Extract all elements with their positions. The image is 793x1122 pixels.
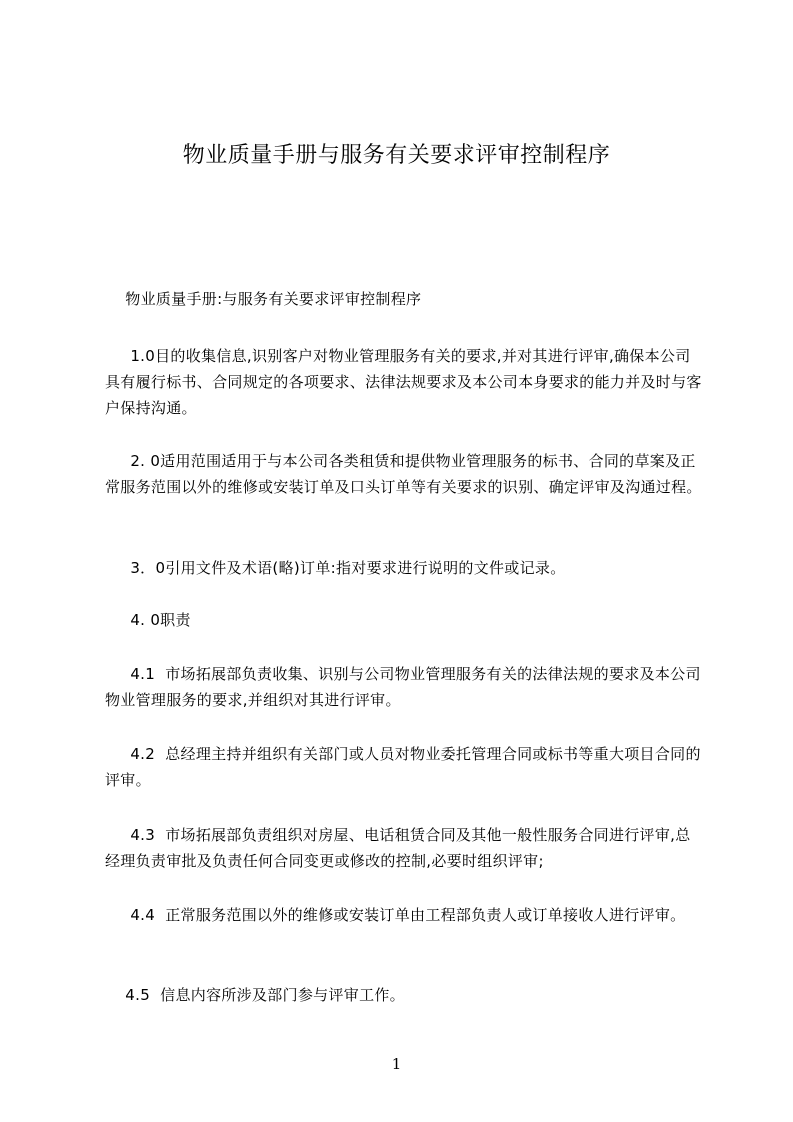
- paragraph-responsibilities: 4. 0职责: [105, 611, 191, 629]
- paragraph-purpose: 1.0目的收集信息,识别客户对物业管理服务有关的要求,并对其进行评审,确保本公司具有履行标书、合同规定的各项要求、法律法规要求及本公司本身要求的能力并及时与客户保持沟通。: [105, 347, 702, 417]
- document-title: 物业质量手册与服务有关要求评审控制程序: [182, 143, 611, 168]
- paragraph-references: 3．0引用文件及术语(略)订单:指对要求进行说明的文件或记录。: [105, 559, 566, 577]
- paragraph-heading: 物业质量手册:与服务有关要求评审控制程序: [105, 290, 422, 308]
- paragraph-4-3: 4.3 市场拓展部负责组织对房屋、电话租赁合同及其他一般性服务合同进行评审,总经理负责审批及负责任何合同变更或修改的控制,必要时组织评审;: [105, 826, 691, 870]
- paragraph-scope: 2. 0适用范围适用于与本公司各类租赁和提供物业管理服务的标书、合同的草案及正常服务范围以外的维修或安装订单及口头订单等有关要求的识别、确定评审及沟通过程。: [105, 452, 702, 496]
- paragraph-4-1: 4.1 市场拓展部负责收集、识别与公司物业管理服务有关的法律法规的要求及本公司物业管理服务的要求,并组织对其进行评审。: [105, 665, 701, 709]
- paragraph-4-5: 4.5 信息内容所涉及部门参与评审工作。: [105, 986, 405, 1004]
- paragraph-4-2: 4.2 总经理主持并组织有关部门或人员对物业委托管理合同或标书等重大项目合同的评审。: [105, 745, 701, 789]
- paragraph-4-4: 4.4 正常服务范围以外的维修或安装订单由工程部负责人或订单接收人进行评审。: [105, 906, 686, 924]
- page-number: 1: [391, 1055, 402, 1073]
